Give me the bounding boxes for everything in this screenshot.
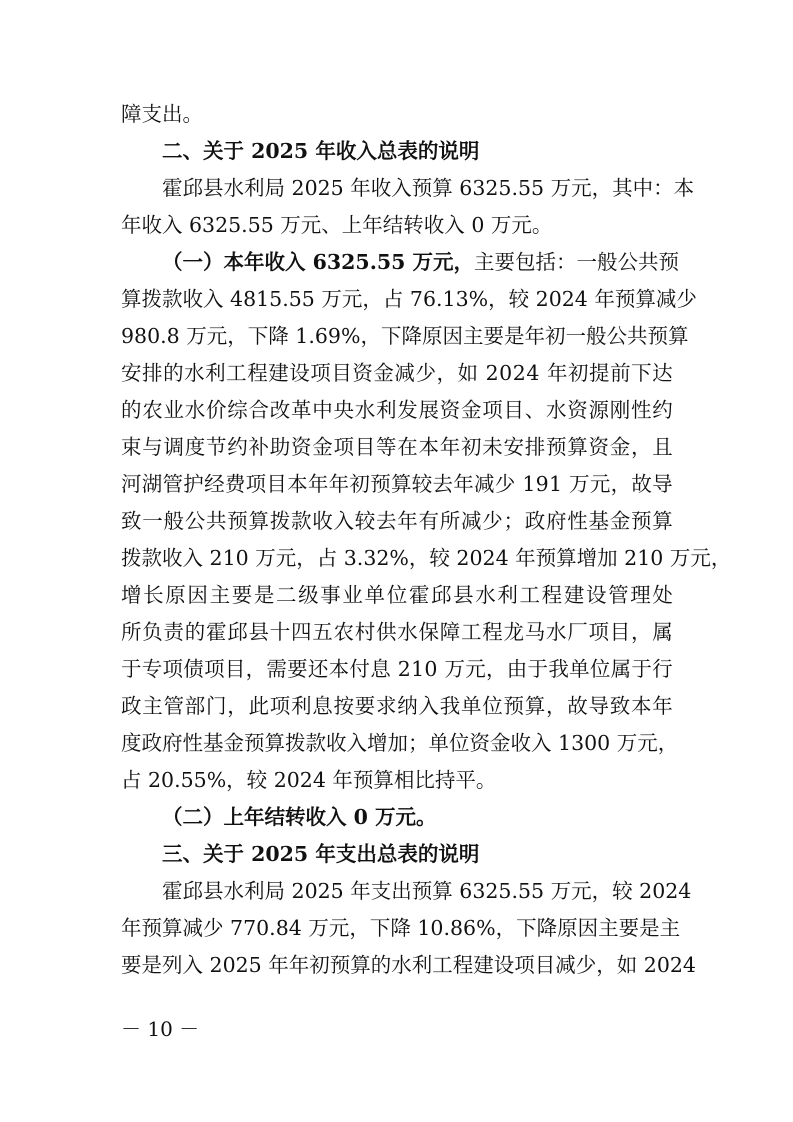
paragraph-line: 政 主 管 部 门 ， 此 项 利 息 按 要 求 纳 入 我 单 位 预 算 ， 故 导 致 本 年: [121, 694, 673, 718]
subheading-carryover-income: （二）上年结转收入 0 万元。: [162, 805, 437, 829]
paragraph-line: 束 与 调 度 节 约 补 助 资 金 项 目 等 在 本 年 初 未 安 排 预 算 资 金 ， 且: [121, 435, 673, 459]
paragraph-line: 河 湖 管 护 经 费 项 目 本 年 年 初 预 算 较 去 年 减 少 1 9 1 万 元 ， 故 导: [121, 472, 673, 496]
paragraph-line: 占 20.55%，较 2024 年预算相比持平。: [121, 768, 497, 792]
paragraph-line: [121, 244, 679, 281]
subheading-current-income: （一）本年收入 6325.55 万元，: [162, 250, 474, 274]
section-heading-expenditure: 三、关于 2025 年支出总表的说明: [162, 842, 480, 866]
paragraph-line: 霍 邱 县 水 利 局 2 0 2 5 年 支 出 预 算 6 3 2 5 . 5 5 万 元 ， 较 2 0 2 4: [162, 879, 692, 903]
paragraph-line: 年收入 6325.55 万元、上年结转收入 0 万元。: [121, 213, 553, 237]
paragraph-text: 主要包括：一般公共预: [474, 250, 679, 274]
paragraph-line: 于 专 项 债 项 目 ， 需 要 还 本 付 息 2 1 0 万 元 ， 由 于 我 单 位 属 于 行: [121, 657, 673, 681]
paragraph-line: 致 一 般 公 共 预 算 拨 款 收 入 较 去 年 有 所 减 少 ； 政 府 性 基 金 预 算: [121, 509, 673, 533]
paragraph-line: 安 排 的 水 利 工 程 建 设 项 目 资 金 减 少 ， 如 2 0 2 4 年 初 提 前 下 达: [121, 361, 673, 385]
paragraph-line: 增 长 原 因 主 要 是 二 级 事 业 单 位 霍 邱 县 水 利 工 程 建 设 管 理 处: [121, 583, 673, 607]
paragraph-line: 所 负 责 的 霍 邱 县 十 四 五 农 村 供 水 保 障 工 程 龙 马 水 厂 项 目 ， 属: [121, 620, 673, 644]
page-number: － 10 －: [121, 1017, 200, 1041]
paragraph-line: 障支出。: [121, 102, 203, 126]
paragraph-line: 的 农 业 水 价 综 合 改 革 中 央 水 利 发 展 资 金 项 目 、 水 资 源 刚 性 约: [121, 398, 673, 422]
paragraph-line: 9 8 0 . 8 万 元 ， 下 降 1 . 6 9 % ， 下 降 原 因 主 要 是 年 初 一 般 公 共 预 算: [121, 324, 689, 348]
body-text: [121, 96, 732, 984]
paragraph-line: 度 政 府 性 基 金 预 算 拨 款 收 入 增 加 ； 单 位 资 金 收 入 1 3 0 0 万 元 ，: [121, 731, 679, 755]
paragraph-line: 要 是 列 入 2 0 2 5 年 年 初 预 算 的 水 利 工 程 建 设 项 目 减 少 ， 如 2 0 2 4: [121, 953, 696, 977]
section-heading-income: 二、关于 2025 年收入总表的说明: [162, 139, 480, 163]
paragraph-line: 算 拨 款 收 入 4 8 1 5 . 5 5 万 元 ， 占 7 6 . 1 3 % ， 较 2 0 2 4 年 预 算 减 少: [121, 287, 697, 311]
paragraph-line: 霍 邱 县 水 利 局 2 0 2 5 年 收 入 预 算 6 3 2 5 . 5 5 万 元 ， 其 中 ： 本: [162, 176, 695, 200]
paragraph-line: 拨 款 收 入 2 1 0 万 元 ， 占 3 . 3 2 % ， 较 2 0 2 4 年 预 算 增 加 2 1 0 万 元 ，: [121, 546, 732, 570]
paragraph-line: 年 预 算 减 少 7 7 0 . 8 4 万 元 ， 下 降 1 0 . 8 6 % ， 下 降 原 因 主 要 是 主: [121, 916, 681, 940]
